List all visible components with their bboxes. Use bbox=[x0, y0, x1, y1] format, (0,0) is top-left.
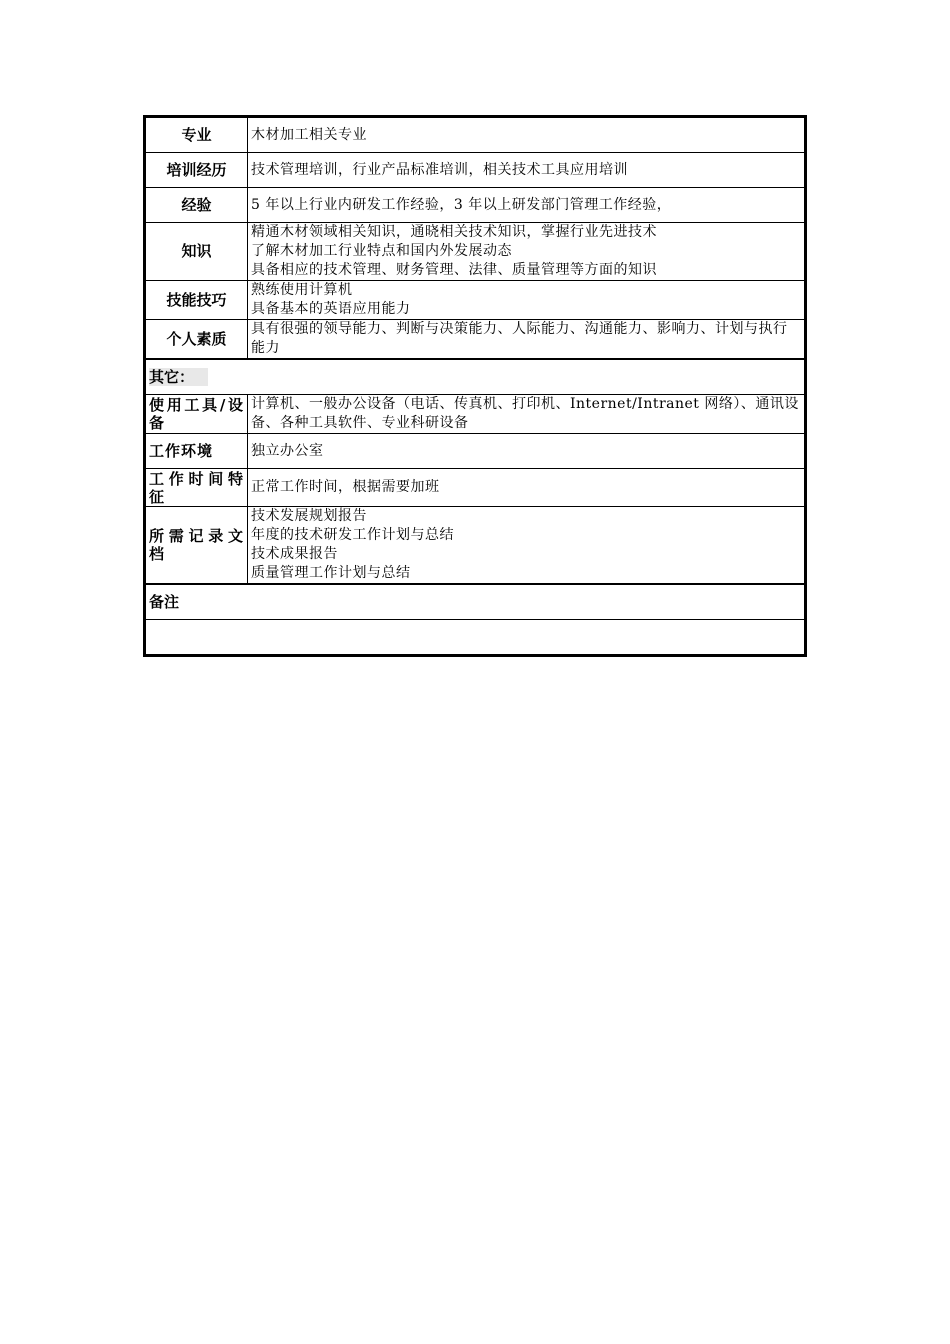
row-work-time bbox=[146, 469, 805, 507]
value-documents: 技术发展规划报告 年度的技术研发工作计划与总结 技术成果报告 质量管理工作计划与总结 bbox=[248, 507, 805, 585]
value-work-time: 正常工作时间，根据需要加班 bbox=[248, 469, 805, 507]
value-experience: 5 年以上行业内研发工作经验，3 年以上研发部门管理工作经验， bbox=[248, 188, 805, 223]
row-personal-quality bbox=[146, 320, 805, 360]
row-training bbox=[146, 153, 805, 188]
section-notes-title: 备注 bbox=[146, 584, 805, 620]
value-personal-quality: 具有很强的领导能力、判断与决策能力、人际能力、沟通能力、影响力、计划与执行能力 bbox=[248, 320, 805, 360]
label-skills: 技能技巧 bbox=[146, 281, 248, 320]
value-major: 木材加工相关专业 bbox=[248, 118, 805, 153]
value-skills: 熟练使用计算机 具备基本的英语应用能力 bbox=[248, 281, 805, 320]
job-spec-table bbox=[143, 115, 807, 657]
value-training: 技术管理培训，行业产品标准培训，相关技术工具应用培训 bbox=[248, 153, 805, 188]
value-tools: 计算机、一般办公设备（电话、传真机、打印机、Internet/Intranet 网络）、通讯设备、各种工具软件、专业科研设备 bbox=[248, 395, 805, 434]
label-personal-quality: 个人素质 bbox=[146, 320, 248, 360]
row-knowledge bbox=[146, 223, 805, 281]
row-documents bbox=[146, 507, 805, 585]
label-documents: 所需记录文档 bbox=[146, 507, 248, 585]
section-other bbox=[146, 359, 805, 395]
row-environment bbox=[146, 434, 805, 469]
row-experience bbox=[146, 188, 805, 223]
row-skills bbox=[146, 281, 805, 320]
label-training: 培训经历 bbox=[146, 153, 248, 188]
label-tools: 使用工具/设备 bbox=[146, 395, 248, 434]
label-major: 专业 bbox=[146, 118, 248, 153]
label-knowledge: 知识 bbox=[146, 223, 248, 281]
notes-content bbox=[146, 620, 805, 655]
row-tools bbox=[146, 395, 805, 434]
section-notes bbox=[146, 584, 805, 620]
row-major bbox=[146, 118, 805, 153]
label-environment: 工作环境 bbox=[146, 434, 248, 469]
section-other-title: 其它： bbox=[149, 368, 208, 386]
label-work-time: 工作时间特征 bbox=[146, 469, 248, 507]
value-knowledge: 精通木材领域相关知识，通晓相关技术知识，掌握行业先进技术 了解木材加工行业特点和国内外发展动态 具备相应的技术管理、财务管理、法律、质量管理等方面的知识 bbox=[248, 223, 805, 281]
row-notes-content bbox=[146, 620, 805, 655]
label-experience: 经验 bbox=[146, 188, 248, 223]
value-environment: 独立办公室 bbox=[248, 434, 805, 469]
